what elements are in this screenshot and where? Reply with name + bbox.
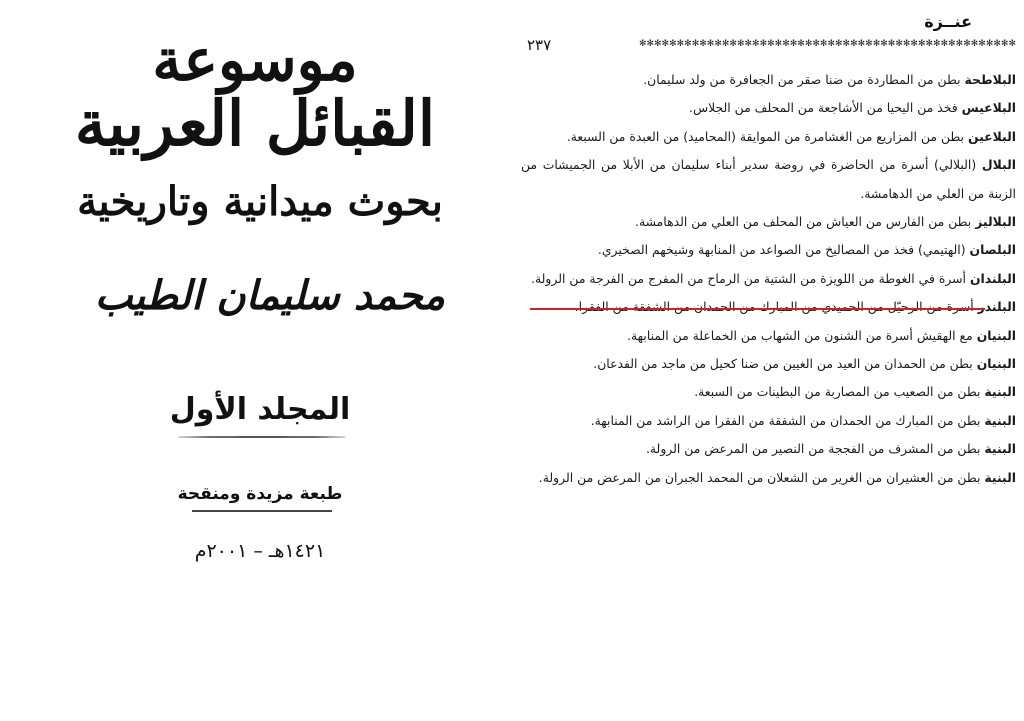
entry-name: البلاعين	[967, 128, 1016, 144]
entry-name: البنية	[984, 384, 1016, 400]
entry-text: (البلالي) أسرة من الحاضرة في روضة سدير أبناء سليمان من الأبلا من الجميشات من الزبنة من العلي من الدهامشة.	[521, 157, 1016, 201]
entry-text: أسرة في الغوطة من اللويزة من الشتية من الرماح من المفرج من الفرجة من الرولة.	[531, 270, 966, 286]
page-number: ٢٣٧	[527, 36, 552, 54]
entry-name: البنيان	[976, 356, 1016, 372]
running-head: عنــزة	[924, 12, 972, 31]
entry-name: البلندان	[969, 270, 1016, 286]
entry-name: البلاطحة	[964, 72, 1016, 87]
entry	[521, 94, 1016, 122]
cover-year: ١٤٢١هـ – ٢٠٠١م	[194, 540, 326, 562]
entry	[521, 208, 1016, 236]
entry-text: بطن من المزاريع من الغشامرة من الموايقة (المحاميد) من العبدة من السبعة.	[566, 128, 964, 144]
entry	[521, 151, 1016, 208]
cover-subtitle: بحوث ميدانية وتاريخية	[77, 178, 443, 225]
cover-author: محمد سليمان الطيب	[94, 272, 446, 319]
red-underline-marker	[530, 308, 985, 310]
cover-title-line1: موسوعة	[152, 26, 358, 94]
entry-name: البنية	[984, 469, 1016, 485]
entry	[521, 66, 1016, 94]
cover-title-line2: القبائل العربية	[74, 87, 436, 160]
entry-text: بطن من العشيران من الغرير من الشعلان من المحمد الجبران من المرعض من الرولة.	[538, 469, 981, 485]
entry	[521, 350, 1016, 378]
cover-title	[20, 26, 490, 160]
entry-text: (الهتيمي) فخذ من المصاليخ من الصواعد من المنابهة وشيخهم الصخيري.	[597, 242, 966, 258]
entry-highlighted	[521, 236, 1016, 264]
entry-name: البنية	[984, 441, 1016, 457]
entry-text: بطن من الحمدان من العيد من الغيين من ضنا كحيل من ماجد من الفدعان.	[593, 356, 973, 372]
entry-name: البنيان	[976, 327, 1016, 343]
entry	[521, 435, 1016, 463]
entry-name: البلاليز	[975, 214, 1016, 230]
entry-text: بطن من المطاردة من ضنا صقر من الجعافرة من ولد سليمان.	[643, 72, 961, 87]
cover-volume: المجلد الأول	[169, 392, 351, 427]
encyclopedia-page	[515, 0, 1024, 721]
entry-text: مع الهقيش أسرة من الشنون من الشهاب من الخماعلة من المنابهة.	[627, 327, 973, 343]
entry-text: فخذ من اليحيا من الأشاجعة من المحلف من الجلاس.	[689, 100, 958, 116]
entry-name: البلصان	[969, 242, 1016, 258]
entry-name: البنية	[984, 412, 1016, 428]
volume-underline	[178, 436, 346, 438]
entry-text: بطن من الصعيب من المصاربة من البطينات من السبعة.	[694, 384, 981, 400]
entry	[521, 123, 1016, 151]
cover-edition: طبعة مزيدة ومنقحة	[177, 484, 343, 504]
entry-name: البلاعيس	[961, 100, 1016, 116]
ornament-border: ✻✻✻✻✻✻✻✻✻✻✻✻✻✻✻✻✻✻✻✻✻✻✻✻✻✻✻✻✻✻✻✻✻✻✻✻✻✻✻✻✻✻✻✻✻✻✻✻✻✻	[638, 39, 1016, 49]
entry-name: البلال	[981, 157, 1016, 173]
edition-underline	[192, 510, 332, 512]
entry-list	[521, 66, 1016, 492]
entry	[521, 265, 1016, 293]
book-cover	[0, 0, 510, 721]
entry	[521, 407, 1016, 435]
entry-text: بطن من الفارس من العياش من المحلف من العلي من الدهامشة.	[635, 214, 972, 230]
page-header-row	[521, 36, 1016, 56]
entry-name: البلندر	[977, 299, 1016, 315]
entry	[521, 464, 1016, 492]
entry	[521, 322, 1016, 350]
entry-text: بطن من المشرف من الفججة من النصير من المرعض من الرولة.	[645, 441, 981, 457]
entry-text: أسرة من الرحيّل من الحميدي من المبارك من الحمدان من الشفقة من الفقرا.	[574, 299, 974, 315]
entry	[521, 378, 1016, 406]
entry-text: بطن من المبارك من الحمدان من الشفقة من الفقرا من الراشد من المنابهة.	[590, 412, 981, 428]
